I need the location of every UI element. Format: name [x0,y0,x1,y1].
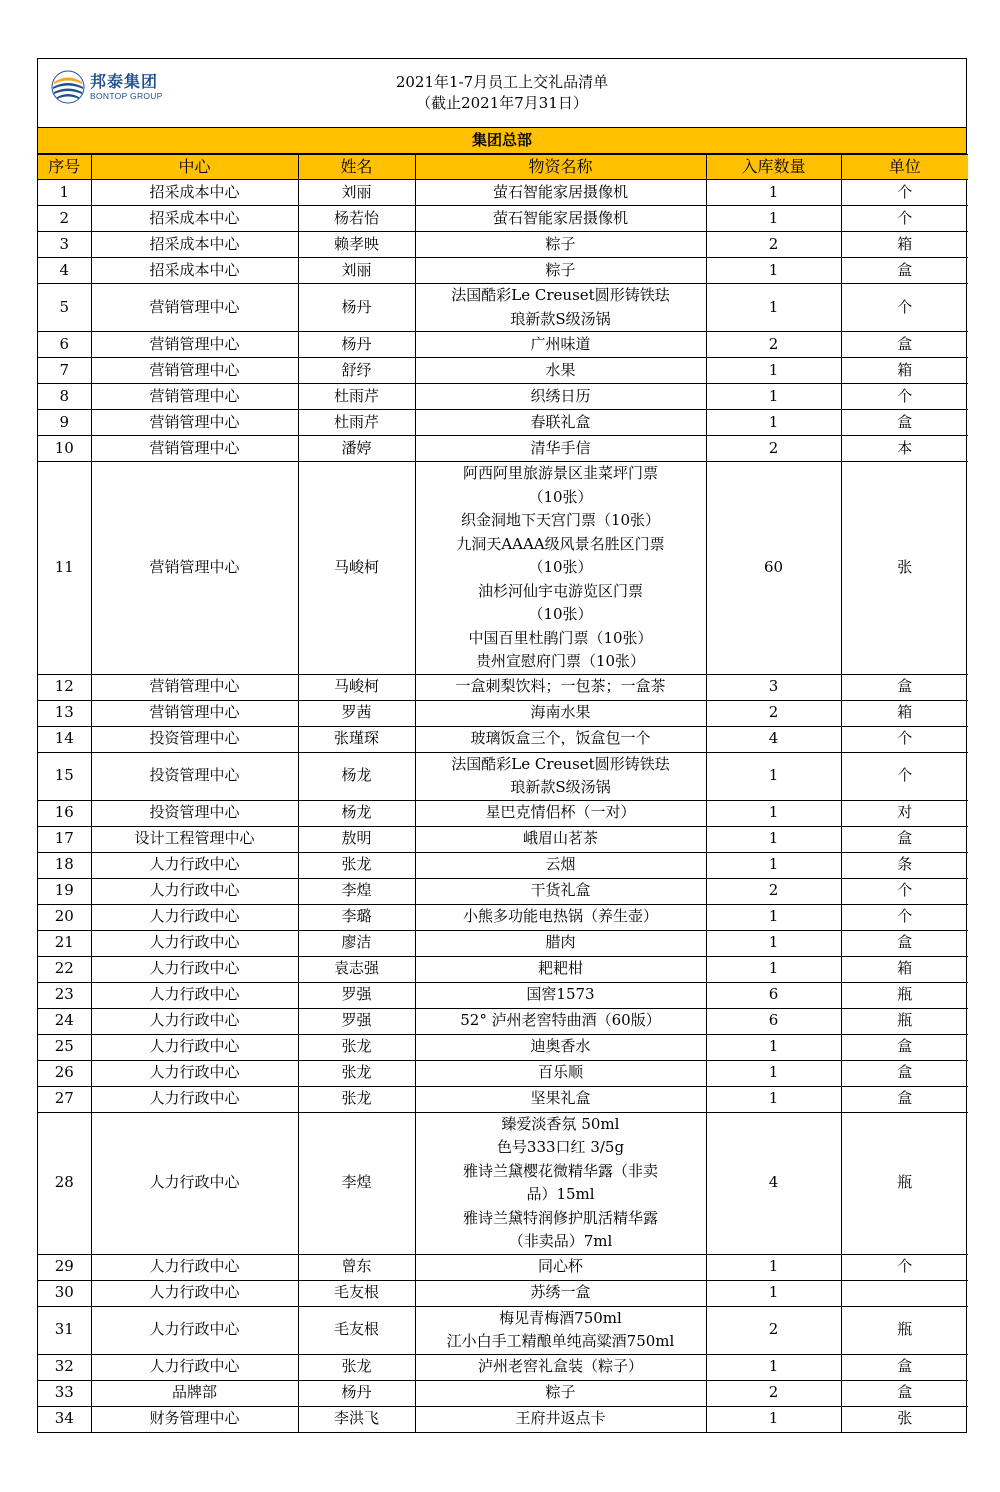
cell-item: 腊肉 [415,930,706,956]
cell-name: 张龙 [298,1060,415,1086]
cell-item: 臻爱淡香氛 50ml 色号333口红 3/5g 雅诗兰黛樱花微精华露（非卖 品）15ml 雅诗兰黛特润修护肌活精华露 （非卖品）7ml [415,1112,706,1254]
section-title: 集团总部 [38,128,966,154]
cell-name: 敖明 [298,826,415,852]
cell-center: 营销管理中心 [91,384,298,410]
cell-name: 杨若怡 [298,206,415,232]
cell-name: 张龙 [298,1086,415,1112]
table-row [38,674,968,700]
cell-no: 1 [38,180,91,206]
cell-item: 小熊多功能电热锅（养生壶） [415,904,706,930]
cell-qty: 4 [706,726,841,752]
cell-unit: 个 [841,904,968,930]
cell-center: 品牌部 [91,1380,298,1406]
cell-center: 人力行政中心 [91,1034,298,1060]
cell-unit: 瓶 [841,1112,968,1254]
cell-qty: 1 [706,384,841,410]
cell-no: 29 [38,1254,91,1280]
cell-center: 营销管理中心 [91,410,298,436]
cell-no: 27 [38,1086,91,1112]
cell-item: 峨眉山茗茶 [415,826,706,852]
cell-item: 法国酷彩Le Creuset圆形铸铁珐 琅新款S级汤锅 [415,284,706,332]
cell-qty: 1 [706,410,841,436]
cell-unit: 个 [841,1254,968,1280]
table-row [38,1008,968,1034]
cell-no: 22 [38,956,91,982]
cell-no: 5 [38,284,91,332]
cell-item: 粽子 [415,232,706,258]
table-row [38,800,968,826]
cell-item: 春联礼盒 [415,410,706,436]
cell-qty: 1 [706,1406,841,1432]
cell-unit: 本 [841,436,968,462]
cell-unit: 箱 [841,956,968,982]
cell-no: 26 [38,1060,91,1086]
cell-name: 李洪飞 [298,1406,415,1432]
cell-item: 迪奥香水 [415,1034,706,1060]
cell-center: 营销管理中心 [91,462,298,675]
cell-qty: 1 [706,258,841,284]
cell-name: 李璐 [298,904,415,930]
cell-unit: 盒 [841,1380,968,1406]
cell-qty: 1 [706,1034,841,1060]
column-header-name: 姓名 [298,155,415,180]
cell-unit: 盒 [841,258,968,284]
table-row [38,1406,968,1432]
cell-center: 营销管理中心 [91,332,298,358]
cell-qty: 1 [706,852,841,878]
table-row [38,1086,968,1112]
table-row [38,1380,968,1406]
cell-name: 杨丹 [298,284,415,332]
table-row [38,1306,968,1354]
table-row [38,462,968,675]
table-row [38,1112,968,1254]
table-row [38,1280,968,1306]
table-row [38,206,968,232]
cell-center: 人力行政中心 [91,956,298,982]
cell-unit: 条 [841,852,968,878]
cell-no: 17 [38,826,91,852]
cell-item: 星巴克情侣杯（一对） [415,800,706,826]
table-row [38,1354,968,1380]
table-row [38,180,968,206]
cell-qty: 1 [706,752,841,800]
cell-item: 粽子 [415,1380,706,1406]
cell-qty: 1 [706,180,841,206]
cell-unit: 瓶 [841,982,968,1008]
cell-no: 3 [38,232,91,258]
table-row [38,700,968,726]
cell-item: 耙耙柑 [415,956,706,982]
cell-qty: 2 [706,878,841,904]
cell-no: 21 [38,930,91,956]
table-row [38,982,968,1008]
cell-center: 人力行政中心 [91,982,298,1008]
cell-item: 粽子 [415,258,706,284]
cell-center: 营销管理中心 [91,358,298,384]
cell-center: 投资管理中心 [91,752,298,800]
logo-english-name: BONTOP GROUP [90,91,163,101]
cell-qty: 1 [706,284,841,332]
cell-qty: 1 [706,206,841,232]
cell-qty: 2 [706,332,841,358]
cell-no: 4 [38,258,91,284]
cell-unit: 盒 [841,1354,968,1380]
cell-qty: 1 [706,904,841,930]
cell-item: 清华手信 [415,436,706,462]
cell-center: 人力行政中心 [91,1086,298,1112]
cell-no: 19 [38,878,91,904]
cell-item: 国窖1573 [415,982,706,1008]
cell-unit: 对 [841,800,968,826]
cell-item: 玻璃饭盒三个，饭盒包一个 [415,726,706,752]
cell-name: 张瑾琛 [298,726,415,752]
cell-center: 人力行政中心 [91,1354,298,1380]
cell-center: 营销管理中心 [91,436,298,462]
cell-unit: 个 [841,206,968,232]
table-row [38,1034,968,1060]
cell-center: 招采成本中心 [91,232,298,258]
cell-name: 罗强 [298,1008,415,1034]
cell-name: 廖洁 [298,930,415,956]
cell-item: 云烟 [415,852,706,878]
cell-item: 苏绣一盒 [415,1280,706,1306]
cell-no: 33 [38,1380,91,1406]
cell-qty: 1 [706,826,841,852]
cell-unit: 个 [841,752,968,800]
column-header-qty: 入库数量 [706,155,841,180]
table-row [38,1254,968,1280]
cell-item: 法国酷彩Le Creuset圆形铸铁珐 琅新款S级汤锅 [415,752,706,800]
cell-name: 杨龙 [298,800,415,826]
cell-unit: 盒 [841,1086,968,1112]
table-row [38,826,968,852]
cell-center: 人力行政中心 [91,1060,298,1086]
cell-qty: 6 [706,982,841,1008]
cell-name: 罗茜 [298,700,415,726]
cell-qty: 1 [706,1060,841,1086]
cell-unit: 个 [841,384,968,410]
cell-center: 人力行政中心 [91,1280,298,1306]
cell-name: 毛友根 [298,1280,415,1306]
cell-no: 16 [38,800,91,826]
sheet-subtitle: （截止2021年7月31日） [416,94,588,112]
cell-center: 人力行政中心 [91,878,298,904]
cell-no: 11 [38,462,91,675]
cell-unit: 个 [841,284,968,332]
cell-item: 阿西阿里旅游景区韭菜坪门票 （10张） 织金洞地下天宫门票（10张） 九洞天AAAA级风景名胜区门票 （10张） 油杉河仙宇屯游览区门票 （10张） 中国百里杜鹃门票（10张） 贵州宣慰府门票（10张） [415,462,706,675]
cell-name: 罗强 [298,982,415,1008]
table-row [38,904,968,930]
cell-item: 海南水果 [415,700,706,726]
cell-unit: 盒 [841,1034,968,1060]
cell-no: 6 [38,332,91,358]
cell-qty: 1 [706,1280,841,1306]
cell-no: 28 [38,1112,91,1254]
cell-qty: 3 [706,674,841,700]
cell-center: 人力行政中心 [91,1254,298,1280]
cell-qty: 2 [706,436,841,462]
cell-no: 18 [38,852,91,878]
table-row [38,332,968,358]
table-header-row [38,155,968,180]
cell-center: 投资管理中心 [91,800,298,826]
cell-unit: 箱 [841,232,968,258]
cell-unit: 箱 [841,700,968,726]
cell-unit: 盒 [841,410,968,436]
cell-qty: 1 [706,358,841,384]
cell-center: 人力行政中心 [91,1306,298,1354]
cell-center: 招采成本中心 [91,206,298,232]
cell-item: 织绣日历 [415,384,706,410]
cell-center: 人力行政中心 [91,1112,298,1254]
cell-unit: 个 [841,726,968,752]
cell-center: 投资管理中心 [91,726,298,752]
table-body [38,180,968,1432]
table-row [38,410,968,436]
cell-item: 百乐顺 [415,1060,706,1086]
cell-center: 营销管理中心 [91,700,298,726]
table-row [38,878,968,904]
cell-item: 水果 [415,358,706,384]
table-row [38,284,968,332]
cell-no: 30 [38,1280,91,1306]
table-row [38,852,968,878]
cell-name: 刘丽 [298,258,415,284]
cell-qty: 2 [706,1306,841,1354]
cell-name: 袁志强 [298,956,415,982]
cell-qty: 4 [706,1112,841,1254]
cell-unit: 张 [841,1406,968,1432]
cell-name: 赖孝映 [298,232,415,258]
cell-unit: 盒 [841,1060,968,1086]
cell-no: 12 [38,674,91,700]
cell-no: 34 [38,1406,91,1432]
cell-name: 刘丽 [298,180,415,206]
cell-center: 招采成本中心 [91,180,298,206]
cell-item: 萤石智能家居摄像机 [415,180,706,206]
table-row [38,384,968,410]
cell-name: 张龙 [298,852,415,878]
cell-name: 舒纾 [298,358,415,384]
cell-center: 设计工程管理中心 [91,826,298,852]
cell-item: 坚果礼盒 [415,1086,706,1112]
cell-no: 9 [38,410,91,436]
cell-name: 毛友根 [298,1306,415,1354]
cell-no: 32 [38,1354,91,1380]
table-row [38,930,968,956]
cell-name: 杨龙 [298,752,415,800]
cell-qty: 60 [706,462,841,675]
cell-qty: 6 [706,1008,841,1034]
cell-name: 潘婷 [298,436,415,462]
sheet-title: 2021年1-7月员工上交礼品清单 [395,73,609,91]
column-header-item: 物资名称 [415,155,706,180]
cell-unit: 张 [841,462,968,675]
cell-unit: 瓶 [841,1008,968,1034]
cell-qty: 1 [706,1086,841,1112]
cell-unit: 盒 [841,674,968,700]
cell-center: 人力行政中心 [91,1008,298,1034]
cell-unit: 盒 [841,332,968,358]
table-row [38,1060,968,1086]
cell-unit: 箱 [841,358,968,384]
cell-name: 李煌 [298,878,415,904]
cell-no: 10 [38,436,91,462]
column-header-unit: 单位 [841,155,968,180]
cell-qty: 2 [706,700,841,726]
cell-center: 人力行政中心 [91,930,298,956]
table-row [38,752,968,800]
cell-qty: 1 [706,930,841,956]
cell-name: 马峻柯 [298,674,415,700]
cell-item: 52° 泸州老窖特曲酒（60版） [415,1008,706,1034]
column-header-center: 中心 [91,155,298,180]
cell-item: 王府井返点卡 [415,1406,706,1432]
cell-item: 广州味道 [415,332,706,358]
gift-list-sheet [37,58,967,1433]
cell-qty: 2 [706,232,841,258]
gift-table [38,154,968,1432]
cell-qty: 1 [706,956,841,982]
logo-chinese-name: 邦泰集团 [90,72,159,91]
cell-no: 20 [38,904,91,930]
cell-center: 人力行政中心 [91,852,298,878]
cell-name: 李煌 [298,1112,415,1254]
cell-unit: 盒 [841,930,968,956]
cell-unit: 个 [841,878,968,904]
cell-center: 招采成本中心 [91,258,298,284]
cell-no: 31 [38,1306,91,1354]
cell-name: 杨丹 [298,332,415,358]
table-row [38,232,968,258]
table-row [38,258,968,284]
cell-unit [841,1280,968,1306]
cell-item: 萤石智能家居摄像机 [415,206,706,232]
cell-name: 张龙 [298,1354,415,1380]
cell-name: 杜雨芹 [298,384,415,410]
table-row [38,956,968,982]
cell-no: 15 [38,752,91,800]
cell-no: 2 [38,206,91,232]
cell-no: 8 [38,384,91,410]
cell-no: 24 [38,1008,91,1034]
cell-name: 张龙 [298,1034,415,1060]
cell-name: 马峻柯 [298,462,415,675]
cell-name: 曾东 [298,1254,415,1280]
cell-center: 营销管理中心 [91,674,298,700]
cell-name: 杨丹 [298,1380,415,1406]
table-row [38,358,968,384]
cell-no: 25 [38,1034,91,1060]
cell-item: 同心杯 [415,1254,706,1280]
column-header-no: 序号 [38,155,91,180]
cell-no: 14 [38,726,91,752]
cell-unit: 盒 [841,826,968,852]
cell-center: 财务管理中心 [91,1406,298,1432]
cell-no: 23 [38,982,91,1008]
cell-unit: 瓶 [841,1306,968,1354]
cell-qty: 1 [706,800,841,826]
cell-qty: 2 [706,1380,841,1406]
cell-center: 营销管理中心 [91,284,298,332]
cell-item: 一盒刺梨饮料；一包茶；一盒茶 [415,674,706,700]
cell-item: 泸州老窖礼盒装（粽子） [415,1354,706,1380]
cell-item: 干货礼盒 [415,878,706,904]
table-row [38,726,968,752]
cell-name: 杜雨芹 [298,410,415,436]
cell-item: 梅见青梅酒750ml 江小白手工精酿单纯高粱酒750ml [415,1306,706,1354]
cell-unit: 个 [841,180,968,206]
cell-center: 人力行政中心 [91,904,298,930]
table-row [38,436,968,462]
cell-qty: 1 [706,1354,841,1380]
cell-no: 7 [38,358,91,384]
cell-qty: 1 [706,1254,841,1280]
cell-no: 13 [38,700,91,726]
sheet-header [38,59,966,128]
